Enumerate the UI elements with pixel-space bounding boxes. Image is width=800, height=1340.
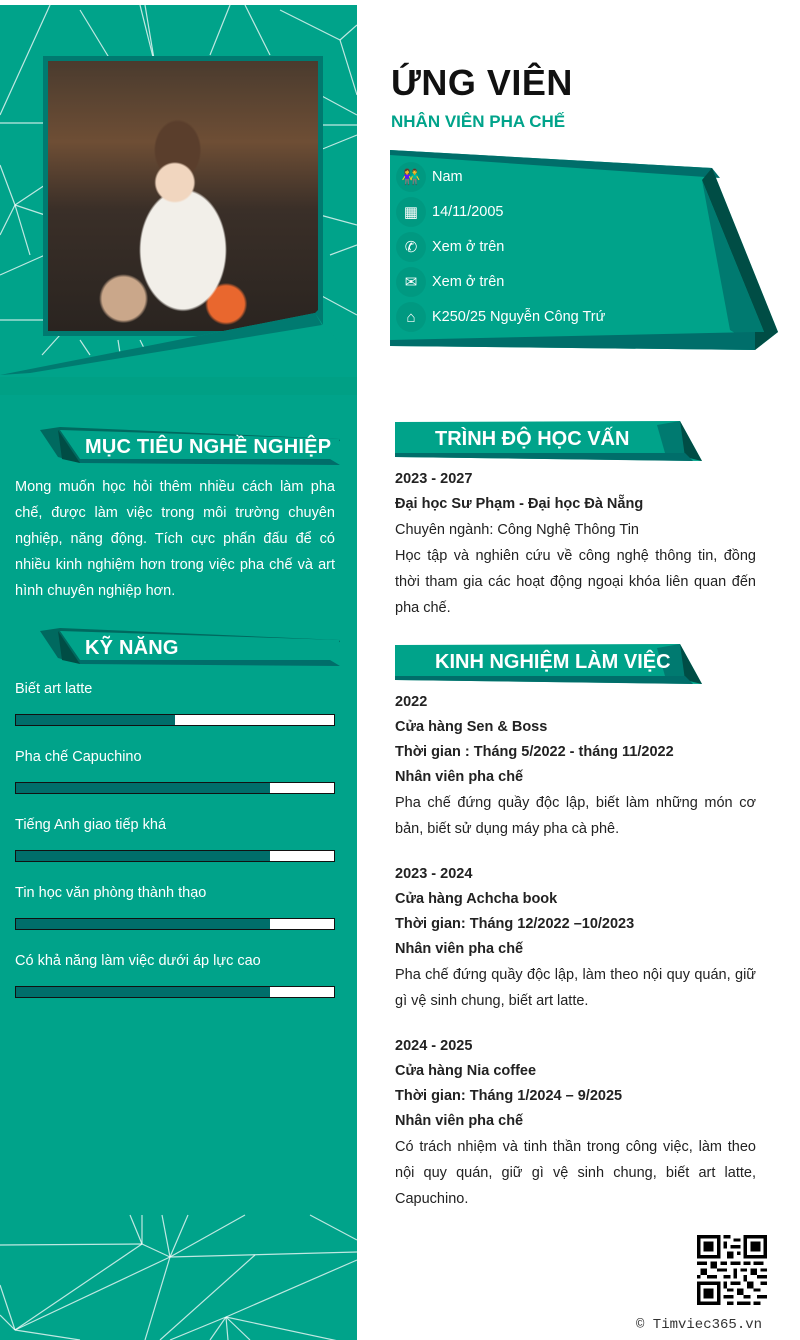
education-description: Học tập và nghiên cứu về công nghệ thông tin, đồng thời tham gia các hoạt động ngoại khóa liên quan đến pha chế. bbox=[395, 548, 756, 616]
skill-progress-bar bbox=[15, 850, 335, 862]
skill-label: Tiếng Anh giao tiếp khá bbox=[15, 817, 167, 833]
experience-position: Nhân viên pha chế bbox=[395, 769, 524, 785]
skill-item bbox=[15, 885, 335, 930]
experience-time: Thời gian: Tháng 12/2022 –10/2023 bbox=[395, 916, 635, 932]
experience-period: 2023 - 2024 bbox=[395, 866, 473, 882]
geometric-pattern-bottom bbox=[0, 1210, 357, 1340]
experience-time: Thời gian: Tháng 1/2024 – 9/2025 bbox=[395, 1088, 623, 1104]
candidate-job-title: NHÂN VIÊN PHA CHẾ bbox=[391, 112, 566, 131]
experience-description: Có trách nhiệm và tinh thần trong công việc, làm theo nội quy quán, giữ gì vệ sinh chung, biết art latte, Capuchino. bbox=[395, 1139, 756, 1207]
candidate-name: ỨNG VIÊN bbox=[391, 62, 573, 103]
phone-icon: ✆ bbox=[396, 232, 426, 262]
profile-photo bbox=[48, 61, 318, 331]
skill-label: Biết art latte bbox=[15, 681, 93, 697]
home-icon: ⌂ bbox=[396, 302, 426, 332]
experience-company: Cửa hàng Achcha book bbox=[395, 891, 558, 907]
contact-email-value: Xem ở trên bbox=[432, 274, 505, 290]
skill-progress-fill bbox=[16, 919, 270, 929]
skill-progress-fill bbox=[16, 851, 270, 861]
skill-item bbox=[15, 681, 335, 726]
education-period: 2023 - 2027 bbox=[395, 471, 473, 487]
experience-title: KINH NGHIỆM LÀM VIỆC bbox=[435, 651, 671, 673]
experience-company: Cửa hàng Nia coffee bbox=[395, 1063, 537, 1079]
skill-progress-fill bbox=[16, 783, 270, 793]
qr-code bbox=[697, 1235, 767, 1305]
experience-position: Nhân viên pha chế bbox=[395, 1113, 524, 1129]
skill-progress-bar bbox=[15, 986, 335, 998]
contact-birthday bbox=[396, 197, 504, 227]
skill-item bbox=[15, 817, 335, 862]
skill-progress-fill bbox=[16, 715, 175, 725]
objective-title: MỤC TIÊU NGHỀ NGHIỆP bbox=[85, 436, 332, 458]
skill-item bbox=[15, 953, 335, 998]
experience-item bbox=[395, 1034, 756, 1212]
experience-position: Nhân viên pha chế bbox=[395, 941, 524, 957]
contact-address-value: K250/25 Nguyễn Công Trứ bbox=[432, 309, 606, 325]
experience-period: 2024 - 2025 bbox=[395, 1038, 473, 1054]
experience-section-header bbox=[395, 644, 705, 686]
contact-info-box bbox=[390, 150, 780, 352]
skill-label: Tin học văn phòng thành thạo bbox=[15, 885, 207, 901]
contact-gender bbox=[396, 162, 463, 192]
left-sidebar bbox=[0, 5, 357, 1340]
experience-period: 2022 bbox=[395, 694, 428, 710]
experience-company: Cửa hàng Sen & Boss bbox=[395, 719, 548, 735]
calendar-icon: ▦ bbox=[396, 197, 426, 227]
education-major: Chuyên ngành: Công Nghệ Thông Tin bbox=[395, 522, 639, 538]
contact-birthday-value: 14/11/2005 bbox=[432, 204, 504, 220]
profile-photo-frame bbox=[43, 56, 323, 336]
education-school: Đại học Sư Phạm - Đại học Đà Nẵng bbox=[395, 496, 644, 512]
skills-section-header bbox=[40, 628, 340, 670]
experience-item bbox=[395, 690, 756, 842]
contact-gender-value: Nam bbox=[432, 169, 463, 185]
experience-description: Pha chế đứng quầy độc lập, làm theo nội quy quán, giữ gì vệ sinh chung, biết art latte. bbox=[395, 967, 756, 1009]
skill-progress-bar bbox=[15, 918, 335, 930]
experience-item bbox=[395, 862, 756, 1014]
education-section-header bbox=[395, 421, 705, 463]
objective-section-header bbox=[40, 427, 340, 469]
skill-progress-bar bbox=[15, 714, 335, 726]
skill-progress-bar bbox=[15, 782, 335, 794]
gender-icon: 👫 bbox=[396, 162, 426, 192]
email-icon: ✉ bbox=[396, 267, 426, 297]
skills-title: KỸ NĂNG bbox=[85, 637, 179, 659]
education-title: TRÌNH ĐỘ HỌC VẤN bbox=[435, 428, 630, 450]
education-item bbox=[395, 467, 756, 621]
objective-text: Mong muốn học hỏi thêm nhiều cách làm pha chế, được làm việc trong môi trường chuyên nghiệp, năng động. Tích cực phấn đấu để có nhiều kinh nghiệm hơn trong việc pha chế và art hình chuyên nghiệp hơn. bbox=[15, 479, 335, 599]
contact-phone bbox=[396, 232, 504, 262]
contact-address bbox=[396, 302, 605, 332]
contact-email bbox=[396, 267, 504, 297]
skill-progress-fill bbox=[16, 987, 270, 997]
experience-time: Thời gian : Tháng 5/2022 - tháng 11/2022 bbox=[395, 744, 674, 760]
skill-item bbox=[15, 749, 335, 794]
skill-label: Pha chế Capuchino bbox=[15, 749, 142, 765]
contact-phone-value: Xem ở trên bbox=[432, 239, 505, 255]
experience-description: Pha chế đứng quầy độc lập, biết làm những món cơ bản, biết sử dụng máy pha cà phê. bbox=[395, 795, 756, 837]
skill-label: Có khả năng làm việc dưới áp lực cao bbox=[15, 953, 261, 969]
copyright-footer: © Timviec365.vn bbox=[636, 1317, 763, 1333]
photo-wedge-decoration bbox=[0, 305, 357, 395]
